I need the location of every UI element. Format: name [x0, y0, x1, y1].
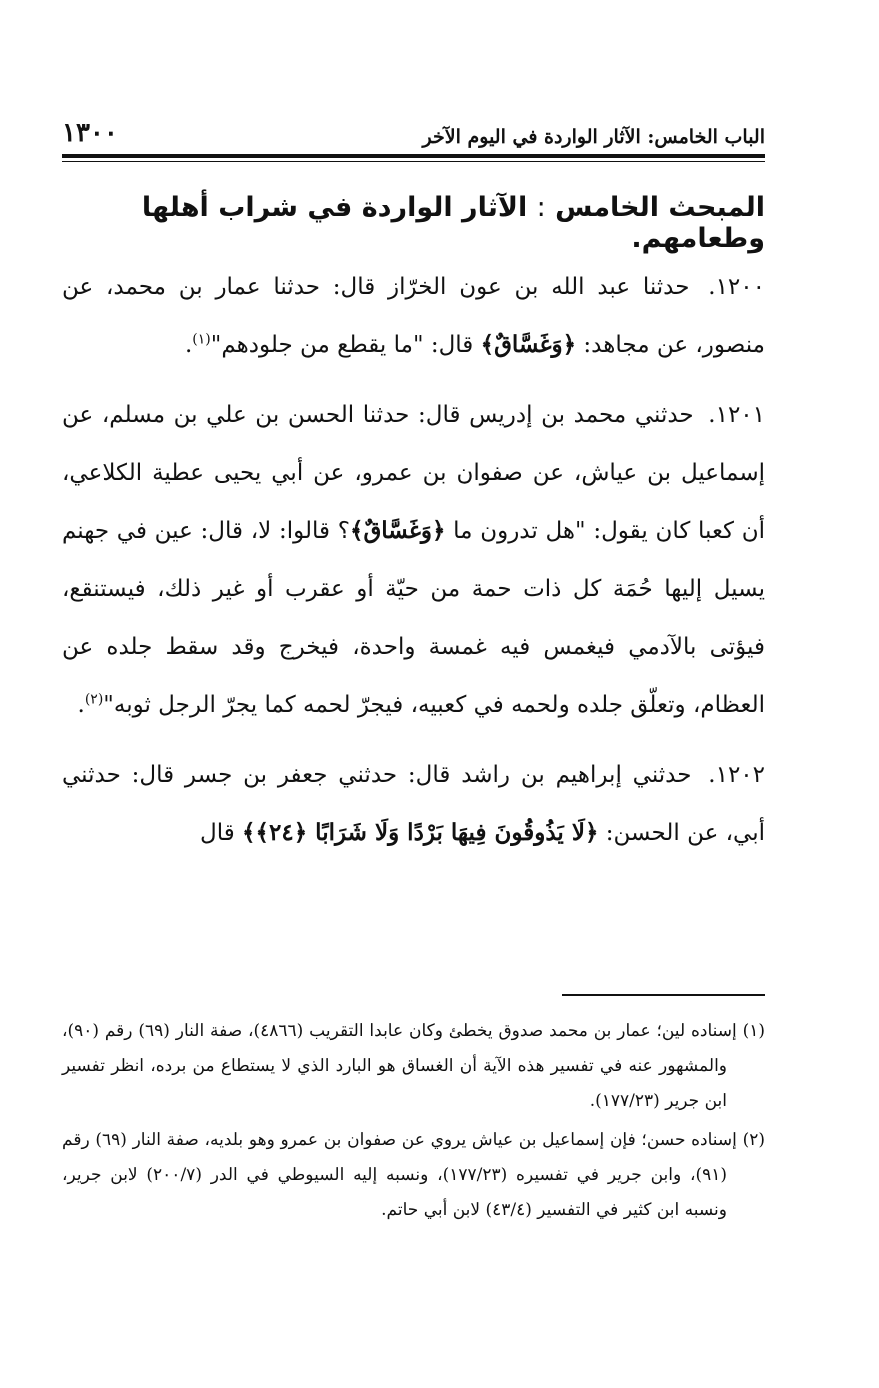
section-label: المبحث الخامس — [555, 192, 765, 223]
paragraph-text: حدثني إبراهيم بن راشد قال: حدثني جعفر بن جسر قال: حدثني أبي، عن الحسن: — [62, 762, 765, 846]
footnote-marker: (١) — [742, 1021, 766, 1041]
paragraph-text: حدثنا عبد الله بن عون الخرّاز قال: حدثنا عمار بن محمد، عن منصور، عن مجاهد: — [62, 274, 765, 358]
header-rule-thick — [62, 154, 765, 158]
section-title — [62, 192, 765, 254]
paragraph-1202 — [62, 746, 765, 862]
section-heading: الآثار الواردة في شراب أهلها وطعامهم. — [141, 192, 765, 254]
paragraph-text: ؟ قالوا: لا، قال: عين في جهنم يسيل إليها حُمَة كل ذات حمة من حيّة أو عقرب أو غير ذلك، فيستنقع، فيؤتى بالآدمي فيغمس فيه غمسة واحدة، فيخرج وقد سقط جلده عن العظام، وتعلّق جلده ولحمه في كعبيه، فيجرّ لحمه كما يجرّ الرجل ثوبه" — [62, 518, 765, 718]
footnote-text: إسناده لين؛ عمار بن محمد صدوق يخطئ وكان عابدا التقريب (٤٨٦٦)، صفة النار (٦٩) رقم (٩٠)، والمشهور عنه في تفسير هذه الآية أن الغساق هو البارد الذي لا يستطاع من برده، انظر تفسير ابن جرير (١٧٧/٢٣). — [62, 1021, 737, 1111]
paragraph-number: ١٢٠٠. — [708, 274, 765, 300]
footnote-1 — [62, 1014, 765, 1119]
paragraph-number: ١٢٠١. — [708, 402, 766, 428]
quran-quote: ﴿وَغَسَّاقٌ﴾ — [480, 331, 577, 358]
main-text — [62, 258, 765, 874]
section-separator: : — [536, 192, 546, 223]
quran-quote: ﴿لَا يَذُوقُونَ فِيهَا بَرْدًا وَلَا شَرَابًا ﴿٢٤﴾﴾ — [242, 819, 599, 846]
footnote-separator — [562, 994, 765, 996]
footnote-marker: (٢) — [742, 1130, 766, 1150]
page-number: ١٣٠٠ — [62, 118, 118, 148]
paragraph-number: ١٢٠٢. — [708, 762, 766, 788]
paragraph-end: . — [184, 332, 193, 358]
header-rule-thin — [62, 161, 765, 162]
page-header — [62, 108, 765, 148]
footnote-reference: (١) — [192, 331, 211, 348]
footnote-2 — [62, 1123, 765, 1228]
paragraph-text: قال: "ما يقطع من جلودهم" — [210, 332, 474, 358]
footnotes — [62, 1014, 765, 1232]
footnote-text: إسناده حسن؛ فإن إسماعيل بن عياش يروي عن صفوان بن عمرو وهو بلديه، صفة النار (٦٩) رقم (٩١)، وابن جرير في تفسيره (١٧٧/٢٣)، ونسبه إليه السيوطي في الدر (٢٠٠/٧) لابن جرير، ونسبه ابن كثير في التفسير (٤٣/٤) لابن أبي حاتم. — [62, 1130, 737, 1220]
footnote-reference: (٢) — [84, 691, 104, 708]
paragraph-1201 — [62, 386, 765, 734]
paragraph-end: . — [77, 692, 85, 718]
paragraph-text: قال — [200, 820, 235, 846]
paragraph-1200 — [62, 258, 765, 374]
quran-quote: ﴿وَغَسَّاقٌ﴾ — [349, 517, 446, 544]
paragraph-text: حدثني محمد بن إدريس قال: حدثنا الحسن بن علي بن مسلم، عن إسماعيل بن عياش، عن صفوان بن عمرو، عن أبي يحيى عطية الكلاعي، أن كعبا كان يقول: "هل تدرون ما — [62, 402, 766, 544]
running-title: الباب الخامس: الآثار الواردة في اليوم الآخر — [422, 126, 765, 148]
